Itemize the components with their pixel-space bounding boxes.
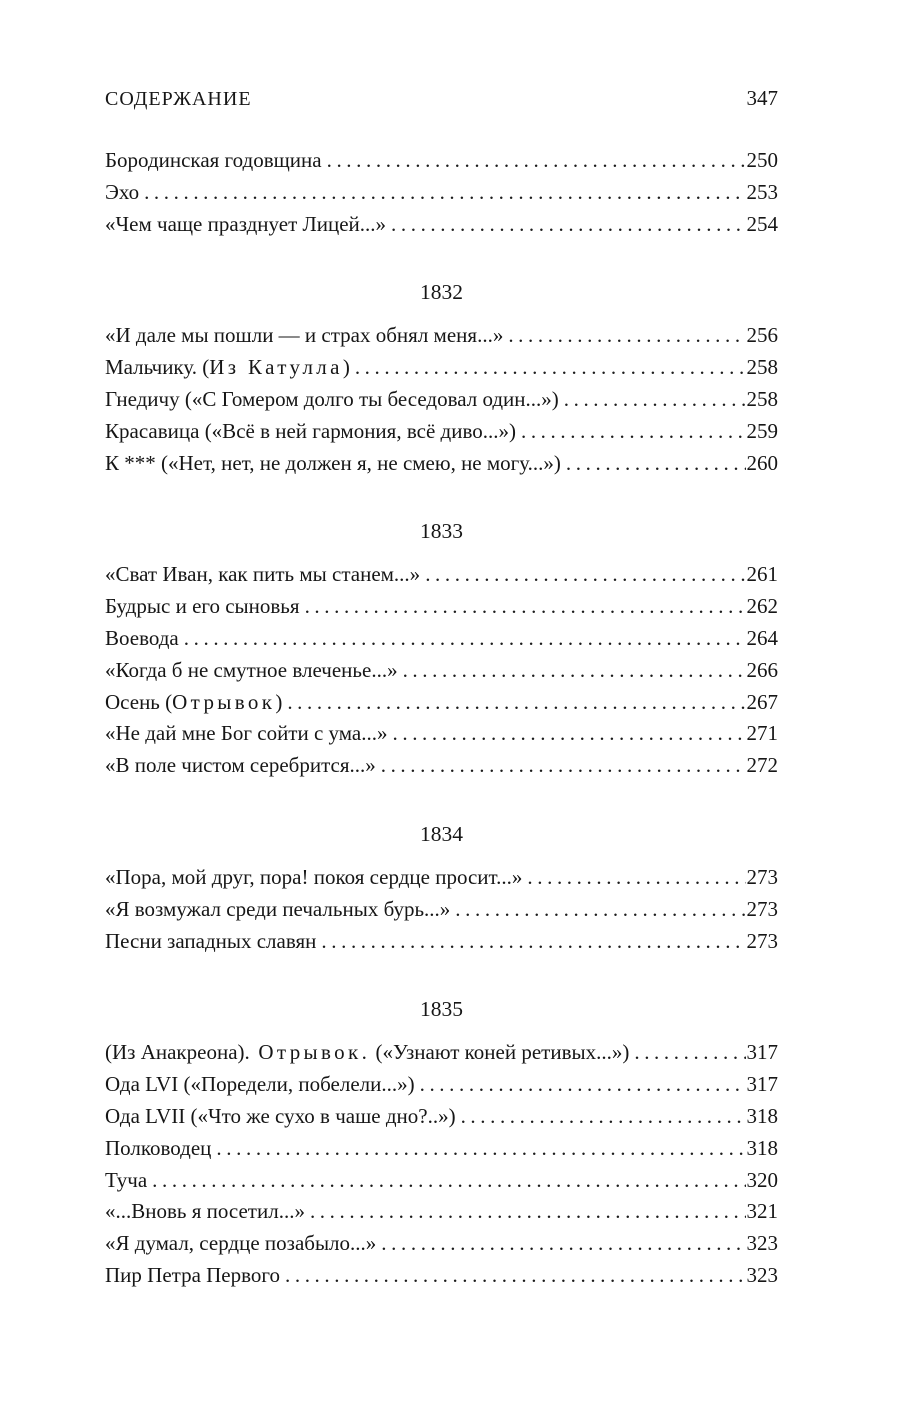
dot-leader [393,718,746,750]
dot-leader [285,1260,746,1292]
toc-entry-row[interactable] [105,718,778,750]
dot-leader [527,862,745,894]
dot-leader [184,623,746,655]
entry-page-number: 262 [746,594,778,619]
toc-entry-row[interactable] [105,1101,778,1133]
entry-page-number: 258 [746,355,778,380]
entry-title: «Я возмужал среди печальных бурь...» [105,896,451,921]
dot-leader [144,177,745,209]
entry-title: «И дале мы пошли — и страх обнял меня...» [105,323,504,348]
dot-leader [391,209,745,241]
toc-section-1833 [105,515,778,782]
dot-leader [461,1101,746,1133]
entry-page-number: 254 [746,211,778,236]
year-heading: 1832 [420,280,463,305]
toc-entry-row[interactable] [105,209,778,241]
dot-leader [152,1165,745,1197]
toc-entry-row[interactable] [105,655,778,687]
toc-entry-row[interactable] [105,894,778,926]
entry-title: «...Вновь я посетил...» [105,1199,305,1224]
toc-entry-row[interactable] [105,750,778,782]
entry-title: Полководец [105,1135,212,1160]
dot-leader [455,894,745,926]
entry-page-number: 272 [746,753,778,778]
dot-leader [310,1196,746,1228]
toc-entry-row[interactable] [105,1196,778,1228]
dot-leader [564,384,746,416]
toc-entry-row[interactable] [105,145,778,177]
entry-title: Воевода [105,625,179,650]
dot-leader [508,320,745,352]
toc-entry-row[interactable] [105,591,778,623]
toc-entry-row[interactable] [105,1069,778,1101]
dot-leader [355,352,746,384]
entry-page-number: 261 [746,562,778,587]
entry-page-number: 271 [746,721,778,746]
entry-page-number: 317 [746,1040,778,1065]
toc-entry-row[interactable] [105,623,778,655]
entry-page-number: 273 [746,864,778,889]
toc-entry-row[interactable] [105,1037,778,1069]
entry-title: Будрыс и его сыновья [105,594,300,619]
entry-page-number: 258 [746,386,778,411]
page-header [105,0,778,111]
dot-leader [634,1037,745,1069]
toc-entry-row[interactable] [105,352,778,384]
entry-title: «В поле чистом серебрится...» [105,753,376,778]
entry-page-number: 317 [746,1072,778,1097]
toc-entry-row[interactable] [105,384,778,416]
entry-page-number: 318 [746,1103,778,1128]
folio-page-number: 347 [746,86,778,110]
dot-leader [566,448,746,480]
entry-page-number: 318 [746,1135,778,1160]
entry-title: «Не дай мне Бог сойти с ума...» [105,721,388,746]
toc-entry-row[interactable] [105,862,778,894]
dot-leader [381,1228,745,1260]
entry-page-number: 253 [746,179,778,204]
entry-title: Ода LVI («Поредели, побелели...») [105,1072,415,1097]
toc-section-1832 [105,276,778,479]
entry-page-number: 273 [746,896,778,921]
dot-leader [287,687,745,719]
entry-page-number: 323 [746,1262,778,1287]
dot-leader [403,655,746,687]
toc-entry-row[interactable] [105,926,778,958]
toc-entry-row[interactable] [105,1165,778,1197]
entry-title: Ода LVII («Что же сухо в чаше дно?..») [105,1103,456,1128]
dot-leader [327,145,746,177]
toc-entry-row[interactable] [105,1228,778,1260]
entry-page-number: 250 [746,148,778,172]
entry-title: «Сват Иван, как пить мы станем...» [105,562,421,587]
toc-entry-row[interactable] [105,448,778,480]
entry-page-number: 266 [746,657,778,682]
toc-entry-row[interactable] [105,559,778,591]
entry-title: Песни западных славян [105,928,317,953]
dot-leader [381,750,746,782]
entry-title: «Пора, мой друг, пора! покоя сердце просит...» [105,864,523,889]
entry-page-number: 321 [746,1199,778,1224]
entry-page-number: 320 [746,1167,778,1192]
dot-leader [216,1133,745,1165]
entry-page-number: 267 [746,689,778,714]
contents-title: СОДЕРЖАНИЕ [105,88,252,110]
entry-title: Бородинская годовщина [105,148,322,172]
year-heading: 1833 [420,519,463,544]
year-heading: 1834 [420,821,463,846]
dot-leader [321,926,745,958]
toc-entry-row[interactable] [105,177,778,209]
dot-leader [305,591,746,623]
entry-page-number: 264 [746,625,778,650]
entry-title: Красавица («Всё в ней гармония, всё диво...») [105,418,516,443]
entry-title: К *** («Нет, нет, не должен я, не смею, не могу...») [105,450,561,475]
toc-entry-row[interactable] [105,687,778,719]
toc-entry-row[interactable] [105,1133,778,1165]
dot-leader [521,416,746,448]
year-heading: 1835 [420,997,463,1022]
entry-page-number: 273 [746,928,778,953]
toc-entry-row[interactable] [105,416,778,448]
dot-leader [420,1069,746,1101]
toc-section-1834 [105,818,778,957]
entry-title: «Чем чаще празднует Лицей...» [105,211,387,236]
entry-title: «Когда б не смутное влеченье...» [105,657,398,682]
entry-title: Мальчику. (Из Катулла) [105,355,350,380]
entry-page-number: 259 [746,418,778,443]
entry-title: Эхо [105,179,140,204]
entry-page-number: 323 [746,1231,778,1256]
entry-title: Пир Петра Первого [105,1262,280,1287]
toc-section-1835 [105,993,778,1291]
entry-title: (Из Анакреона). Отрывок. («Узнают коней ретивых...») [105,1040,630,1065]
entry-title: Осень (Отрывок) [105,689,283,714]
table-of-contents [105,145,778,1292]
dot-leader [425,559,745,591]
entry-title: Гнедичу («С Гомером долго ты беседовал один...») [105,386,559,411]
entry-page-number: 256 [746,323,778,348]
toc-entry-row[interactable] [105,1260,778,1292]
entry-title: «Я думал, сердце позабыло...» [105,1231,377,1256]
entry-page-number: 260 [746,450,778,475]
toc-entry-row[interactable] [105,320,778,352]
entry-title: Туча [105,1167,148,1192]
toc-section [105,145,778,240]
